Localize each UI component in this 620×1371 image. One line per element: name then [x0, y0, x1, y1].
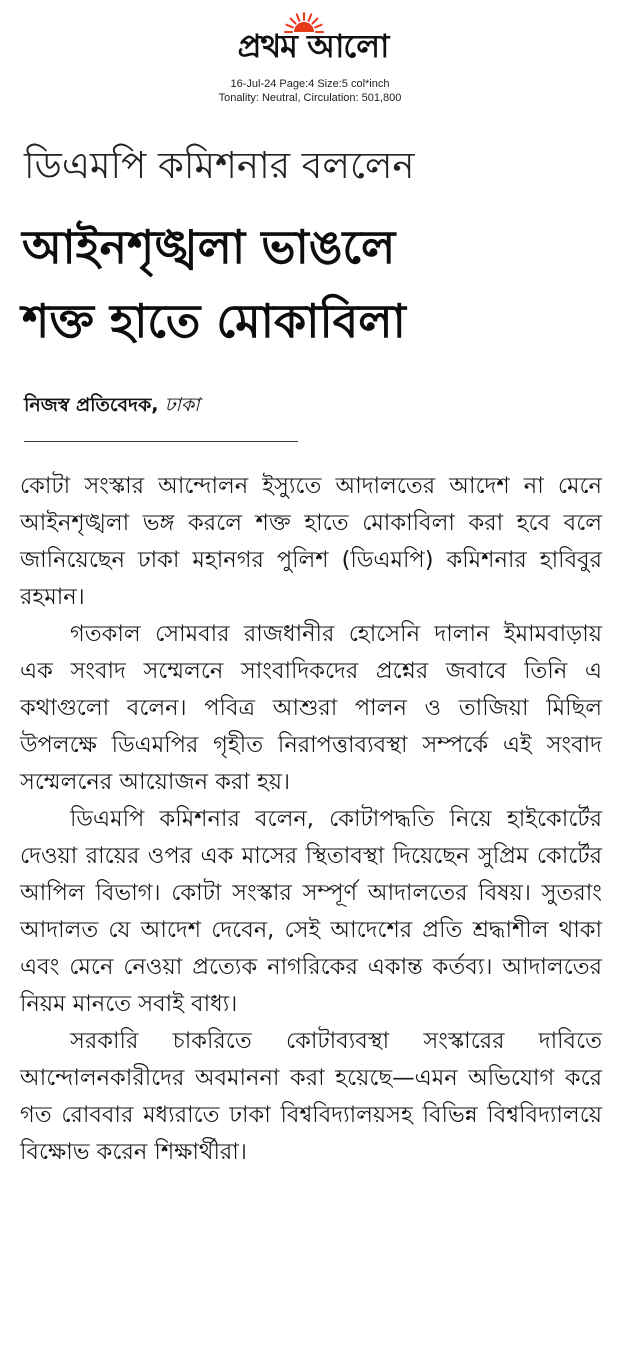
paragraph-3: ডিএমপি কমিশনার বলেন, কোটাপদ্ধতি নিয়ে হাইকোর্টের দেওয়া রায়ের ওপর এক মাসের স্থিতাবস্থা দিয়েছেন সুপ্রিম কোর্টের আপিল বিভাগ। কোটা সংস্কার সম্পূর্ণ আদালতের বিষয়। সুতরাং আদালত যে আদেশ দেবেন, সেই আদেশের প্রতি শ্রদ্ধাশীল থাকা এবং মেনে নেওয়া প্রত্যেক নাগরিকের একান্ত কর্তব্য। আদালতের নিয়ম মানতে সবাই বাধ্য। [20, 806, 602, 1017]
headline-line-1: আইনশৃঙ্খলা ভাঙলে [22, 220, 396, 274]
newspaper-logo [178, 22, 448, 68]
paragraph-4: সরকারি চাকরিতে কোটাব্যবস্থা সংস্কারের দাবিতে আন্দোলনকারীদের অবমাননা করা হয়েছে—এমন অভিযোগ করে গত রোববার মধ্যরাতে ঢাকা বিশ্ববিদ্যালয়সহ বিভিন্ন বিশ্ববিদ্যালয়ে বিক্ষোভ করেন শিক্ষার্থীরা। [20, 1028, 602, 1165]
byline-reporter: নিজস্ব প্রতিবেদক, [24, 394, 159, 416]
paragraph-2: গতকাল সোমবার রাজধানীর হোসেনি দালান ইমামবাড়ায় এক সংবাদ সম্মেলনে সাংবাদিকদের প্রশ্নের জবাবে তিনি এ কথাগুলো বলেন। পবিত্র আশুরা পালন ও তাজিয়া মিছিল উপলক্ষে ডিএমপির গৃহীত নিরাপত্তাব্যবস্থা সম্পর্কে এই সংবাদ সম্মেলনের আয়োজন করা হয়। [20, 621, 602, 795]
article-headline [22, 210, 612, 358]
masthead [0, 0, 620, 110]
sun-ray [313, 19, 318, 24]
headline-line-2: শক্ত হাতে মোকাবিলা [22, 294, 406, 348]
byline [24, 388, 424, 422]
clip-meta-info: 16-Jul-24 Page:4 Size:5 col*inch [230, 78, 390, 90]
paragraph-1: কোটা সংস্কার আন্দোলন ইস্যুতে আদালতের আদেশ না মেনে আইনশৃঙ্খলা ভঙ্গ করলে শক্ত হাতে মোকাবিলা করা হবে বলে জানিয়েছেন ঢাকা মহানগর পুলিশ (ডিএমপি) কমিশনার হাবিবুর রহমান। [20, 473, 602, 610]
byline-divider [24, 441, 298, 442]
clip-meta-tonality: Tonality: Neutral, Circulation: 501,800 [218, 92, 402, 104]
article-body [20, 468, 602, 1171]
sun-ray [297, 14, 300, 21]
sun-ray [291, 19, 296, 24]
logo-wordmark: প্রথম আলো [237, 27, 389, 65]
article-kicker: ডিএমপি কমিশনার বললেন [24, 144, 415, 187]
sun-ray [309, 14, 312, 21]
byline-place: ঢাকা [158, 394, 200, 416]
